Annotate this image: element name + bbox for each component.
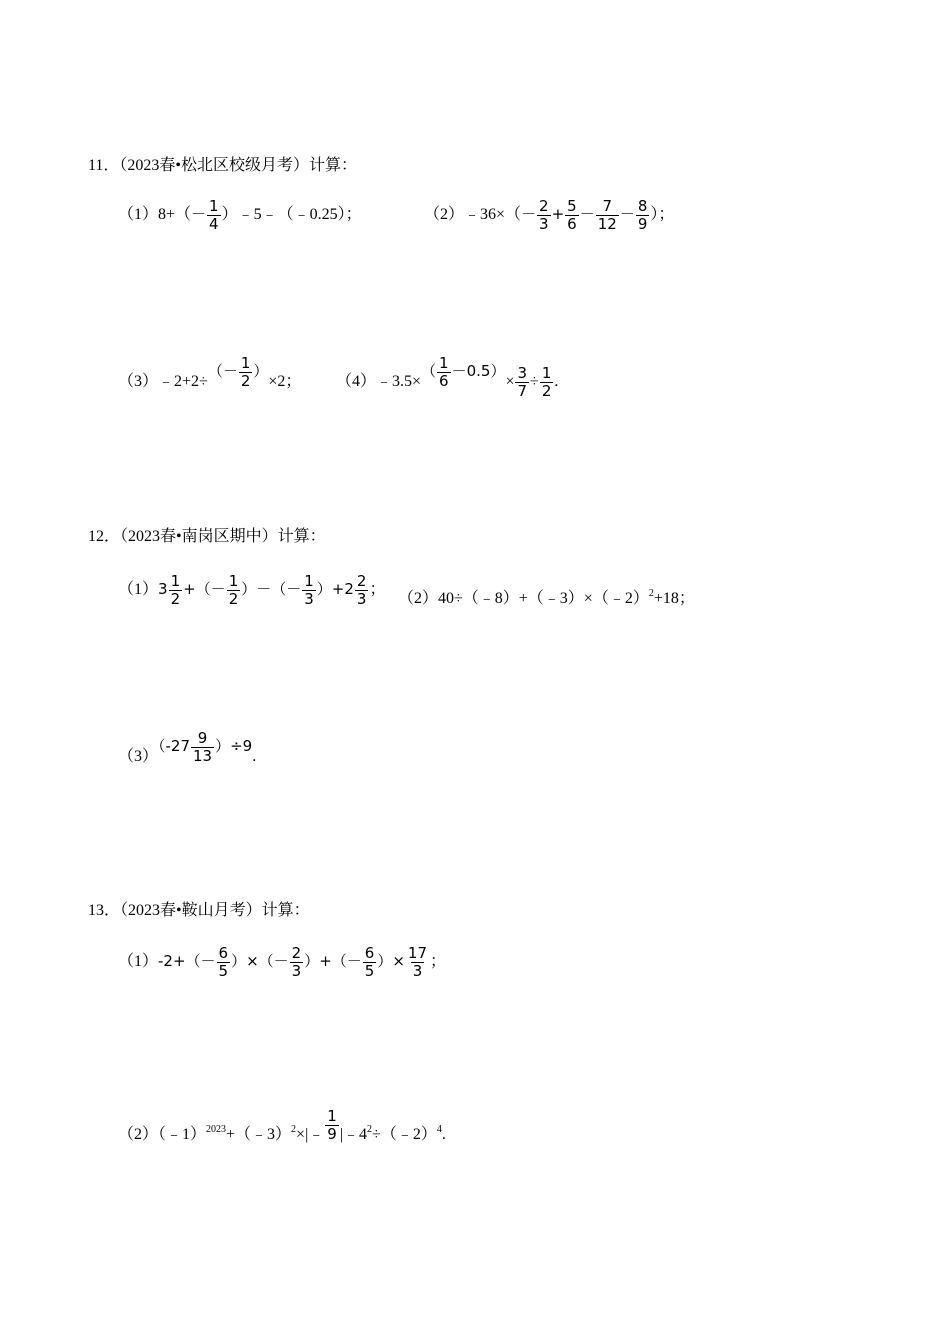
- expression-text: ÷（﹣2）: [372, 1126, 437, 1144]
- expression-text: ）×: [377, 952, 405, 971]
- fraction: [437, 355, 451, 390]
- fraction: [191, 730, 214, 765]
- numerator: 7: [602, 197, 613, 215]
- part-label: （4）﹣3.5×: [336, 373, 422, 391]
- fraction: [596, 198, 619, 233]
- fraction: [636, 198, 650, 233]
- expression-text: ；: [430, 953, 447, 971]
- part-label: （2）﹣36×（: [424, 206, 522, 224]
- denominator: 2: [228, 590, 239, 608]
- problem-12-part-1: [118, 573, 385, 608]
- denominator: 7: [517, 382, 528, 400]
- numerator: 2: [356, 572, 367, 590]
- problem-12-part-3: [118, 729, 257, 775]
- numerator: 1: [240, 354, 251, 372]
- numerator: 1: [439, 354, 449, 372]
- expression-text: （2）40÷（﹣8）+（﹣3）×（﹣2）: [398, 590, 649, 607]
- fraction: [227, 573, 241, 608]
- expression-text: ）﹣5﹣（﹣0.25）；: [221, 206, 362, 224]
- numerator: 1: [327, 1107, 337, 1125]
- fraction: [565, 198, 579, 233]
- paren-close: ）: [253, 362, 269, 381]
- part-label: （1）8+（: [118, 206, 192, 224]
- expression-text: .: [252, 748, 257, 766]
- numerator: 1: [209, 197, 219, 215]
- problem-11-part-2: [424, 198, 674, 233]
- fraction: [540, 365, 554, 400]
- numerator: 5: [567, 197, 577, 215]
- denominator: 6: [567, 215, 577, 233]
- part-label: （1）: [118, 581, 159, 599]
- problem-11-part-1: [118, 198, 362, 233]
- expression-text: －0.5）: [451, 362, 506, 381]
- problem-source: （2023春•鞍山月考）计算：: [120, 902, 310, 919]
- denominator: 3: [291, 962, 302, 980]
- denominator: 13: [193, 747, 213, 765]
- exponent: 4: [436, 1124, 442, 1136]
- denominator: 4: [209, 215, 219, 233]
- problem-source: （2023春•松北区校级月考）计算：: [119, 157, 358, 174]
- problem-number: 12．: [88, 528, 121, 545]
- denominator: 5: [218, 962, 229, 980]
- problem-number: 13．: [88, 902, 121, 919]
- problem-source: （2023春•南岗区期中）计算：: [120, 528, 326, 545]
- expression-text: ×|﹣: [296, 1126, 325, 1144]
- minus-sign: －: [191, 205, 207, 224]
- minus-sign: －: [579, 205, 595, 224]
- problem-13-part-1: [118, 945, 446, 980]
- problem-13-heading: [88, 901, 310, 921]
- denominator: 3: [356, 590, 367, 608]
- expression-text: ）×（－: [231, 952, 289, 971]
- expression-text: +（－: [183, 580, 226, 599]
- numerator: 1: [304, 572, 314, 590]
- expression-text: +（﹣3）: [226, 1126, 292, 1144]
- fraction: [325, 1108, 339, 1143]
- denominator: 6: [439, 372, 449, 390]
- numerator: 1: [170, 572, 181, 590]
- denominator: 3: [539, 215, 549, 233]
- numerator: 9: [197, 729, 208, 747]
- problem-number: 11．: [88, 157, 120, 174]
- divide-sign: ÷: [530, 373, 539, 391]
- expression-text: -2+（－: [158, 952, 216, 971]
- expression-text: .: [554, 373, 559, 391]
- numerator: 8: [637, 197, 648, 215]
- expression-text: +18；: [653, 590, 695, 607]
- fraction: [217, 945, 231, 980]
- expression-text: ）+（－: [304, 952, 362, 971]
- denominator: 5: [364, 962, 375, 980]
- denominator: 9: [637, 215, 648, 233]
- denominator: 2: [240, 372, 251, 390]
- expression-text: ）+2: [316, 580, 354, 599]
- fraction: [355, 573, 369, 608]
- exponent: 2: [291, 1124, 297, 1136]
- part-label: （2）（﹣1）: [118, 1126, 207, 1144]
- denominator: 2: [541, 382, 552, 400]
- numerator: 2: [291, 944, 302, 962]
- numerator: 17: [407, 944, 428, 962]
- fraction: [406, 945, 429, 980]
- part-label: （1）: [118, 953, 159, 971]
- problem-13-part-2: [118, 1107, 446, 1153]
- expression-text: ）；: [650, 206, 675, 224]
- expression-text: ；: [369, 581, 386, 599]
- problem-12-part-2: [398, 584, 695, 609]
- denominator: 9: [327, 1125, 337, 1143]
- expression-text: .: [441, 1126, 446, 1144]
- problem-11-part-3: [118, 354, 302, 400]
- whole-number: 3: [158, 580, 168, 599]
- fraction: [515, 365, 529, 400]
- expression-text: ）÷9: [215, 737, 253, 756]
- expression-text: |﹣4: [339, 1126, 368, 1144]
- problem-11-heading: [88, 156, 357, 176]
- fraction: [290, 945, 304, 980]
- part-label: （3）: [118, 748, 159, 766]
- fraction: [239, 355, 253, 390]
- paren-open: （－: [207, 362, 238, 381]
- exponent: 2: [367, 1124, 373, 1136]
- denominator: 12: [597, 215, 617, 233]
- numerator: 1: [228, 572, 239, 590]
- fraction: [363, 945, 377, 980]
- part-label: （3）﹣2+2÷: [118, 373, 208, 391]
- fraction: [207, 198, 221, 233]
- exponent: 2023: [206, 1124, 227, 1136]
- fraction: [302, 573, 316, 608]
- problem-12-heading: [88, 527, 326, 547]
- numerator: 6: [364, 944, 375, 962]
- paren-open: （: [421, 362, 437, 381]
- problem-11-part-4: [336, 354, 559, 400]
- times-sign: ×: [505, 373, 515, 391]
- numerator: 1: [541, 364, 552, 382]
- denominator: 3: [304, 590, 314, 608]
- expression-text: （-27: [158, 737, 191, 756]
- numerator: 6: [218, 944, 229, 962]
- fraction: [169, 573, 183, 608]
- exponent: 2: [648, 588, 654, 599]
- plus-sign: +: [551, 205, 565, 224]
- fraction: [537, 198, 551, 233]
- numerator: 2: [539, 197, 549, 215]
- denominator: 2: [170, 590, 181, 608]
- numerator: 3: [517, 364, 528, 382]
- minus-sign: －: [521, 205, 537, 224]
- expression-text: ×2；: [268, 373, 302, 391]
- minus-sign: －: [619, 205, 635, 224]
- denominator: 3: [412, 962, 423, 980]
- expression-text: ）－（－: [241, 580, 302, 599]
